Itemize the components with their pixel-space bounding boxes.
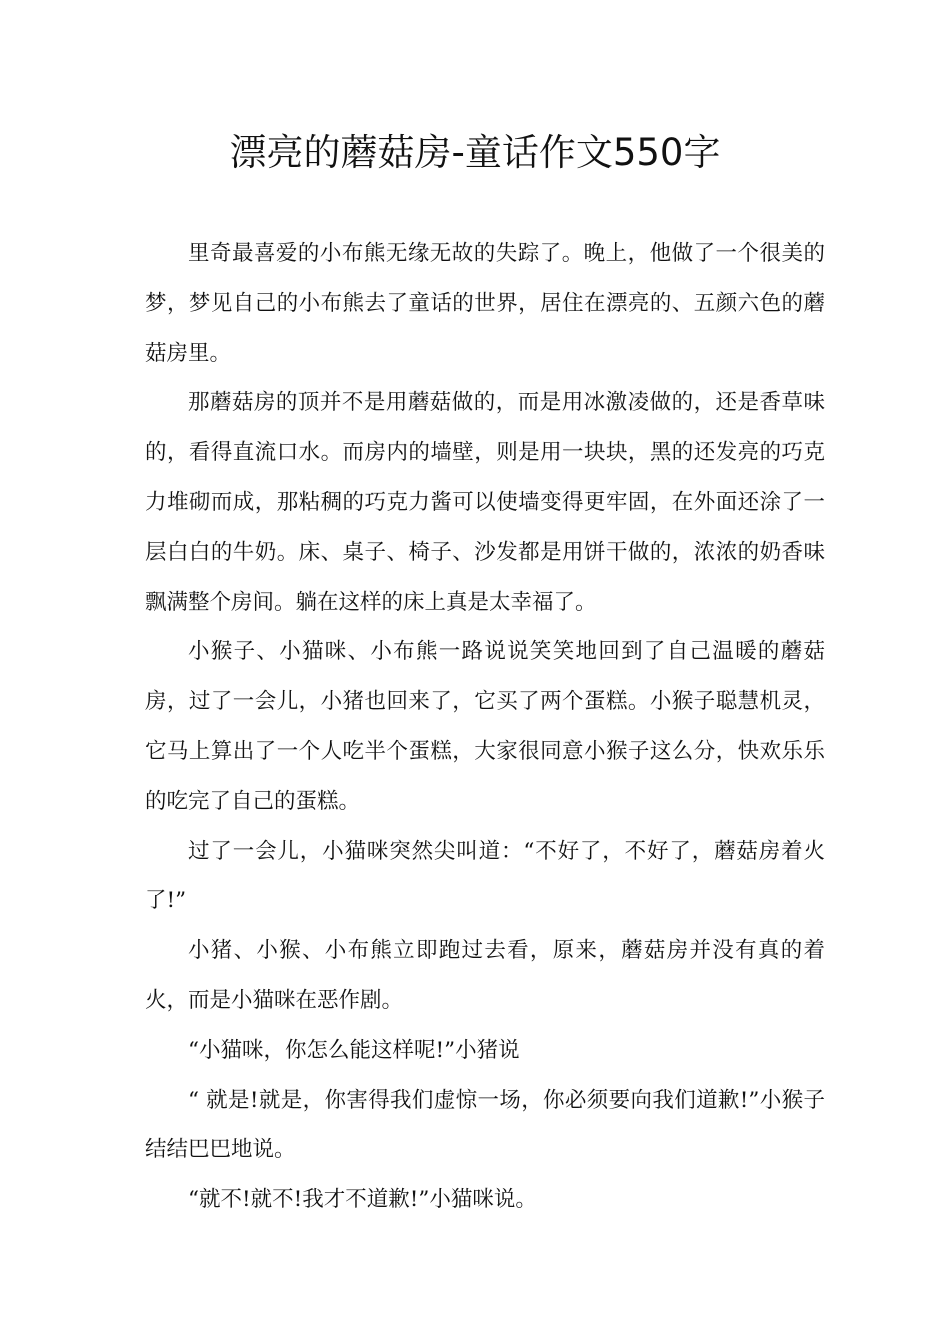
document-body <box>145 229 825 1225</box>
document-title: 漂亮的蘑菇房-童话作文550字 <box>229 131 721 174</box>
paragraph-2: 那蘑菇房的顶并不是用蘑菇做的，而是用冰激凌做的，还是香草味的，看得直流口水。而房内的墙壁，则是用一块块，黑的还发亮的巧克力堆砌而成，那粘稠的巧克力酱可以使墙变得更牢固，在外面还涂了一层白白的牛奶。床、桌子、椅子、沙发都是用饼干做的，浓浓的奶香味飘满整个房间。躺在这样的床上真是太幸福了。 <box>145 390 825 615</box>
paragraph-8: “就不!就不!我才不道歉!”小猫咪说。 <box>188 1187 537 1213</box>
paragraph-7: “ 就是!就是，你害得我们虚惊一场，你必须要向我们道歉!”小猴子结结巴巴地说。 <box>145 1087 825 1163</box>
paragraph-5: 小猪、小猴、小布熊立即跑过去看，原来，蘑菇房并没有真的着火，而是小猫咪在恶作剧。 <box>145 938 825 1013</box>
paragraph-1: 里奇最喜爱的小布熊无缘无故的失踪了。晚上，他做了一个很美的梦，梦见自己的小布熊去了童话的世界，居住在漂亮的、五颜六色的蘑菇房里。 <box>145 241 825 366</box>
paragraph-4: 过了一会儿，小猫咪突然尖叫道：“不好了，不好了，蘑菇房着火了!” <box>145 838 825 914</box>
paragraph-6: “小猫咪，你怎么能这样呢!”小猪说 <box>188 1037 520 1063</box>
paragraph-3: 小猴子、小猫咪、小布熊一路说说笑笑地回到了自己温暖的蘑菇房，过了一会儿，小猪也回来了，它买了两个蛋糕。小猴子聪慧机灵，它马上算出了一个人吃半个蛋糕，大家很同意小猴子这么分，快欢乐乐的吃完了自己的蛋糕。 <box>145 639 825 814</box>
